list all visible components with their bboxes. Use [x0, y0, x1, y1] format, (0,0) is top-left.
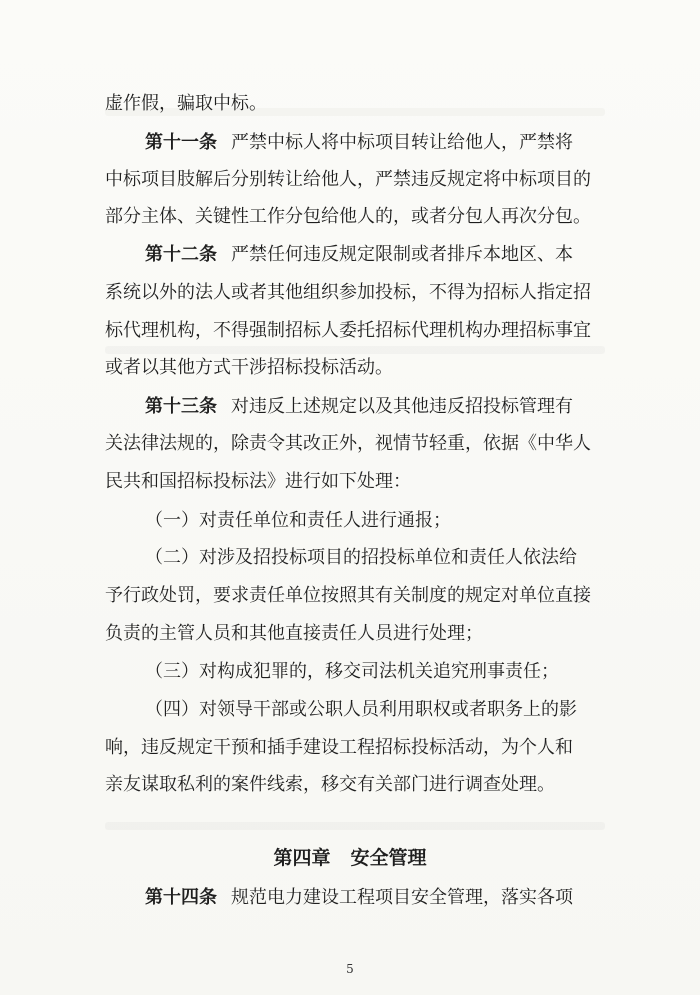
text-line: 民共和国招标投标法》进行如下处理：	[105, 471, 411, 492]
article-14-label: 第十四条	[145, 887, 217, 908]
article-11-line-1	[145, 131, 605, 155]
text-line: 响，违反规定干预和插手建设工程招标投标活动，为个人和	[105, 737, 573, 758]
article-14-text: 规范电力建设工程项目安全管理，落实各项	[231, 887, 573, 908]
text-line: 标代理机构，不得强制招标人委托招标代理机构办理招标事宜	[105, 320, 591, 341]
bleed-through-mark	[105, 346, 605, 354]
article-11-text: 严禁中标人将中标项目转让给他人，严禁将	[231, 132, 573, 153]
article-13-line-1	[145, 395, 605, 419]
text-line: 予行政处罚，要求责任单位按照其有关制度的规定对单位直接	[105, 585, 591, 606]
article-11-label: 第十一条	[145, 132, 217, 153]
item-1: （一）对责任单位和责任人进行通报；	[145, 510, 451, 531]
article-14-line-1	[145, 886, 605, 910]
article-13-label: 第十三条	[145, 396, 217, 417]
article-12-label: 第十二条	[145, 244, 217, 265]
text-line: 负责的主管人员和其他直接责任人员进行处理；	[105, 623, 483, 644]
text-line: 或者以其他方式干涉招标投标活动。	[105, 357, 393, 378]
text-line: 虚作假，骗取中标。	[105, 93, 267, 114]
text-line: 亲友谋取私利的案件线索，移交有关部门进行调查处理。	[105, 774, 555, 795]
chapter-title: 安全管理	[350, 847, 427, 869]
text-line: 系统以外的法人或者其他组织参加投标，不得为招标人指定招	[105, 282, 591, 303]
chapter-heading	[0, 846, 700, 870]
item-4-line-1: （四）对领导干部或公职人员利用职权或者职务上的影	[145, 699, 577, 720]
text-line: 部分主体、关键性工作分包给他人的，或者分包人再次分包。	[105, 206, 591, 227]
text-line: 中标项目肢解后分别转让给他人，严禁违反规定将中标项目的	[105, 169, 591, 190]
page-number: 5	[346, 962, 354, 976]
item-3: （三）对构成犯罪的，移交司法机关追究刑事责任；	[145, 661, 559, 682]
text-line: 关法律法规的，除责令其改正外，视情节轻重，依据《中华人	[105, 433, 591, 454]
item-2-line-1: （二）对涉及招投标项目的招投标单位和责任人依法给	[145, 547, 577, 568]
article-13-text: 对违反上述规定以及其他违反招投标管理有	[231, 396, 573, 417]
article-12-line-1	[145, 243, 605, 267]
article-12-text: 严禁任何违反规定限制或者排斥本地区、本	[231, 244, 573, 265]
bleed-through-mark	[105, 822, 605, 830]
chapter-number: 第四章	[273, 847, 331, 869]
